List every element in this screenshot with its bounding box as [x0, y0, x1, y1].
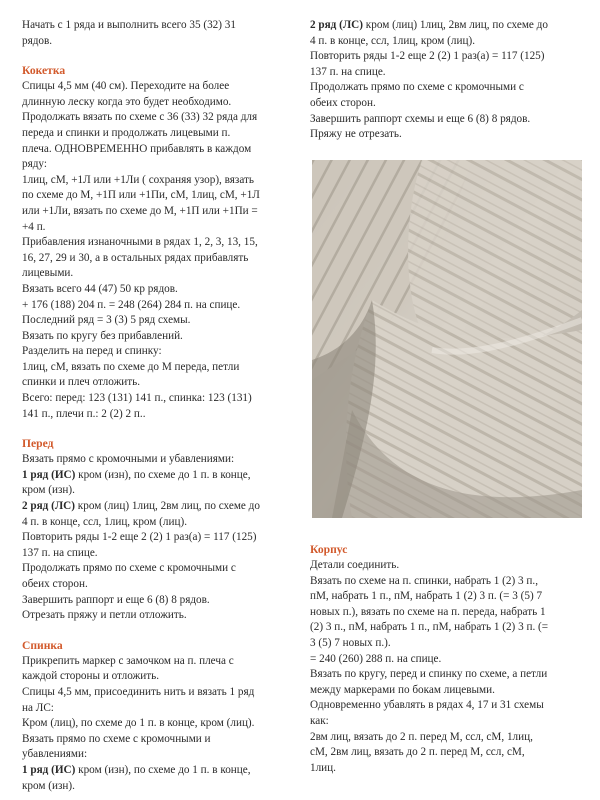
text-line: Спицы 4,5 мм (40 см). Переходите на более — [22, 80, 230, 93]
text-line: Детали соединить. — [310, 559, 400, 571]
text-line: Прикрепить маркер с замочком на п. плеча с — [22, 654, 234, 667]
spinka-text — [22, 654, 294, 794]
text-line: Повторить ряды 1-2 еще 2 (2) 1 раз(а) = 117 (125) — [310, 50, 545, 63]
knitted-fabric-image — [312, 160, 582, 518]
text-line: убавлениями: — [22, 748, 88, 761]
text-line: Вязать по кругу, перед и спинку по схеме, а петли — [310, 668, 548, 681]
text-line: = 240 (260) 288 п. на спице. — [310, 652, 442, 665]
text-line: (2) 3 п., пМ, набрать 1 п., пМ, набрать 1 (2) 3 п. (= — [310, 621, 549, 634]
text-line: обеих сторон. — [310, 96, 376, 109]
text-line: Всего: перед: 123 (131) 141 п., спинка: 123 (131) — [22, 392, 252, 405]
text-line: 137 п. на спице. — [310, 65, 386, 78]
text-line: 141 п., плечи п.: 2 (2) 2 п.. — [22, 407, 146, 420]
text-line: Завершить раппорт схемы и еще 6 (8) 8 рядов. — [310, 112, 531, 125]
row-text: кром (лиц) 1лиц, 2вм лиц, по схеме до — [363, 19, 548, 31]
text-line: Спицы 4,5 мм, присоединить нить и вязать 1 ряд — [22, 685, 255, 698]
text-line: +4 п. — [22, 220, 46, 233]
section-title-koketka: Кокетка — [22, 64, 66, 78]
text-line: плеча. ОДНОВРЕМЕННО прибавлять в каждом — [22, 142, 252, 155]
text-line: Прибавления изнаночными в рядах 1, 2, 3, 13, 15, — [22, 236, 258, 249]
row-1-line — [22, 468, 294, 484]
text-line: Одновременно убавлять в рядах 4, 17 и 31 схемы — [310, 699, 544, 712]
row-label: 1 ряд (ИС) — [22, 468, 76, 481]
text-line: Вязать прямо с кромочными и убавлениями: — [22, 453, 235, 466]
text-line: 1лиц. — [310, 761, 336, 774]
text-line: на ЛС: — [22, 701, 54, 714]
text-line: + 176 (188) 204 п. = 248 (264) 284 п. на спице. — [22, 298, 241, 311]
text-line: Завершить раппорт и еще 6 (8) 8 рядов. — [22, 593, 210, 606]
text-line: каждой стороны и отложить. — [22, 670, 160, 683]
text-line: Разделить на перед и спинку: — [22, 345, 162, 358]
text-line: Последний ряд = 3 (3) 5 ряд схемы. — [22, 314, 191, 327]
row-2-line — [22, 499, 294, 515]
text-line: или +1Ли, вязать по схеме до М, +1П или +1Пи = — [22, 204, 258, 217]
row-text: кром (лиц) 1лиц, 2вм лиц, по схеме до — [75, 500, 260, 513]
text-line: как: — [310, 714, 329, 727]
text-line: новых п.), вязать по схеме на п. переда, набрать 1 — [310, 605, 546, 618]
section-title-spinka: Спинка — [22, 638, 63, 652]
text-line: по схеме до М, +1П или +1Пи, сМ, 1лиц, сМ, +1Л — [22, 189, 260, 202]
section-title-korpus: Корпус — [310, 543, 348, 556]
left-column — [22, 18, 294, 794]
text-line: 137 п. на спице. — [22, 546, 98, 559]
pered-text — [22, 452, 294, 624]
text-line: лицевыми. — [22, 267, 74, 280]
right-column-top — [310, 18, 585, 143]
row-label: 2 ряд (ЛС) — [22, 500, 75, 513]
text-line: спинки и плеч отложить. — [22, 376, 141, 389]
text-line: Продолжать вязать по схеме с 36 (33) 32 ряда для — [22, 111, 258, 124]
text-line: пМ, набрать 1 п., пМ, набрать 1 (2) 3 п. (= 3 (5) 7 — [310, 590, 543, 603]
text-line: Продолжать прямо по схеме с кромочными с — [22, 562, 236, 575]
text-line: 4 п. в конце, ссл, 1лиц, кром (лиц). — [310, 34, 475, 47]
text-line: Вязать по схеме на п. спинки, набрать 1 (2) 3 п., — [310, 574, 538, 587]
text-line: обеих сторон. — [22, 578, 88, 590]
text-line: 3 (5) 7 новых п.). — [310, 636, 391, 649]
knitted-fabric-photo — [312, 160, 582, 518]
text-line: Пряжу не отрезать. — [310, 128, 402, 141]
text-line: между маркерами по бокам лицевыми. — [310, 683, 495, 696]
text-line: 1лиц, сМ, вязать по схеме до М переда, петли — [22, 360, 240, 373]
intro-line-2: рядов. — [22, 34, 53, 47]
row-1-line — [22, 763, 294, 779]
text-line: ряду: — [22, 158, 47, 171]
right-column-bottom — [310, 542, 585, 776]
text-line: Вязать всего 44 (47) 50 кр рядов. — [22, 282, 178, 295]
text-line: Вязать прямо по схеме с кромочными и — [22, 732, 211, 745]
row-2-line — [310, 18, 585, 34]
text-line: сМ, 2вм лиц, вязать до 2 п. перед М, ссл, сМ, — [310, 746, 525, 759]
text-line: Отрезать пряжу и петли отложить. — [22, 609, 187, 622]
text-line: 4 п. в конце, ссл, 1лиц, кром (лиц). — [22, 515, 187, 528]
intro-line-1: Начать с 1 ряда и выполнить всего 35 (32) 31 — [22, 19, 236, 31]
koketka-text — [22, 79, 294, 422]
text-line: 16, 27, 29 и 30, а в остальных рядах прибавлять — [22, 251, 249, 264]
text-line: Продолжать прямо по схеме с кромочными с — [310, 81, 524, 94]
text-line: 2вм лиц, вязать до 2 п. перед М, ссл, сМ, 1лиц, — [310, 730, 533, 743]
text-line: переда и спинки и продолжать лицевыми п. — [22, 126, 231, 139]
text-line: Вязать по кругу без прибавлений. — [22, 329, 183, 342]
text-line: 1лиц, сМ, +1Л или +1Ли ( сохраняя узор), вязать — [22, 173, 255, 186]
row-label: 1 ряд (ИС) — [22, 763, 76, 776]
row-text: кром (изн), по схеме до 1 п. в конце, — [75, 468, 251, 481]
row-text: кром (изн), по схеме до 1 п. в конце, — [75, 763, 251, 776]
text-line: Повторить ряды 1-2 еще 2 (2) 1 раз(а) = 117 (125) — [22, 531, 257, 544]
text-line: кром (изн). — [22, 484, 75, 497]
text-line: кром (изн). — [22, 779, 75, 792]
section-title-pered: Перед — [22, 437, 54, 451]
text-line: Кром (лиц), по схеме до 1 п. в конце, кром (лиц). — [22, 717, 255, 730]
text-line: длинную леску когда это будет необходимо. — [22, 95, 232, 108]
row-label: 2 ряд (ЛС) — [310, 19, 363, 31]
